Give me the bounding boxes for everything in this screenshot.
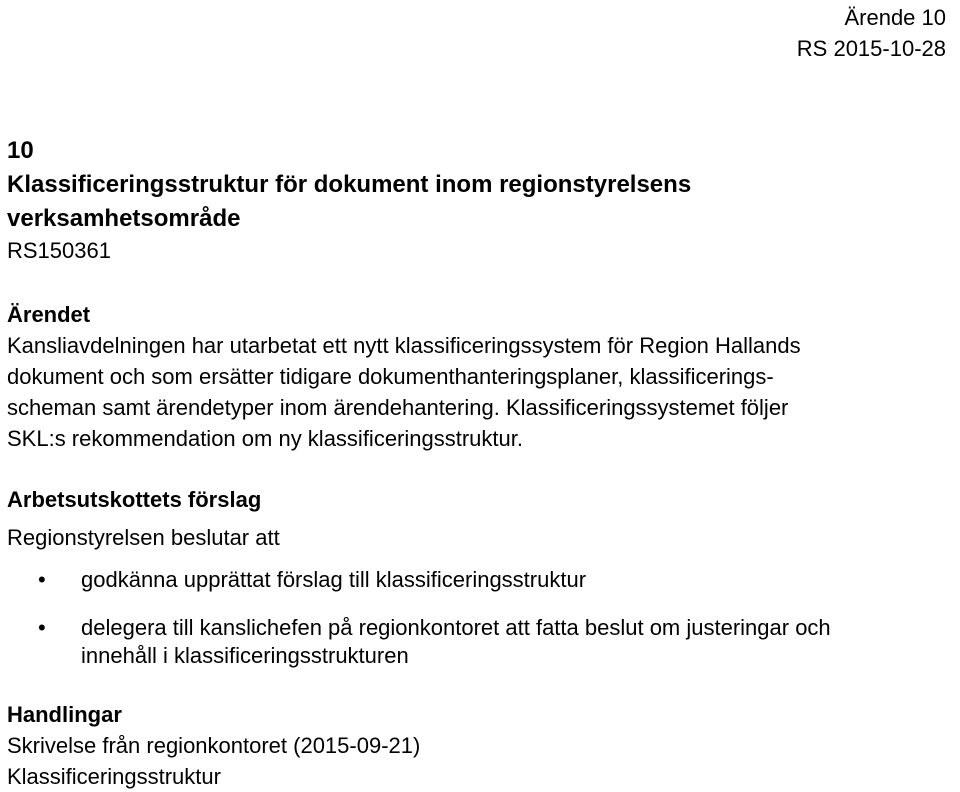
meeting-reference: RS 2015-10-28 [796,36,946,61]
documents-heading: Handlingar [7,702,122,727]
list-item-text: godkänna upprättat förslag till klassificeringsstruktur [81,567,587,592]
item-number: Ärende 10 [844,5,946,30]
case-number: 10 [7,137,34,164]
proposal-heading: Arbetsutskottets förslag [7,487,262,512]
matter-line: Kansliavdelningen har utarbetat ett nytt klassificeringssystem för Region Hallands [7,333,801,358]
bullet-icon: • [38,567,46,592]
document-body [7,134,952,792]
case-title-line-1: Klassificeringsstruktur för dokument inom regionstyrelsens [7,171,692,198]
matter-line: scheman samt ärendetyper inom ärendehantering. Klassificeringssystemet följer [7,395,789,420]
list-item [7,614,952,670]
header-meta [797,2,946,64]
matter-heading: Ärendet [7,302,91,327]
list-item-text-continued: innehåll i klassificeringsstrukturen [81,643,409,668]
matter-line: dokument och som ersätter tidigare dokumenthanteringsplaner, klassificerings- [7,364,774,389]
case-title-line-2: verksamhetsområde [7,205,241,232]
list-item-text: delegera till kanslichefen på regionkontoret att fatta beslut om justeringar och [81,615,831,640]
proposal-list [7,566,952,670]
bullet-icon: • [38,615,46,640]
proposal-intro: Regionstyrelsen beslutar att [7,525,280,550]
case-id: RS150361 [7,238,111,263]
matter-line: SKL:s rekommendation om ny klassificeringsstruktur. [7,426,523,451]
list-item [7,566,952,594]
document-item: Skrivelse från regionkontoret (2015-09-21) [7,733,421,758]
matter-text [7,330,952,454]
document-item: Klassificeringsstruktur [7,764,221,789]
